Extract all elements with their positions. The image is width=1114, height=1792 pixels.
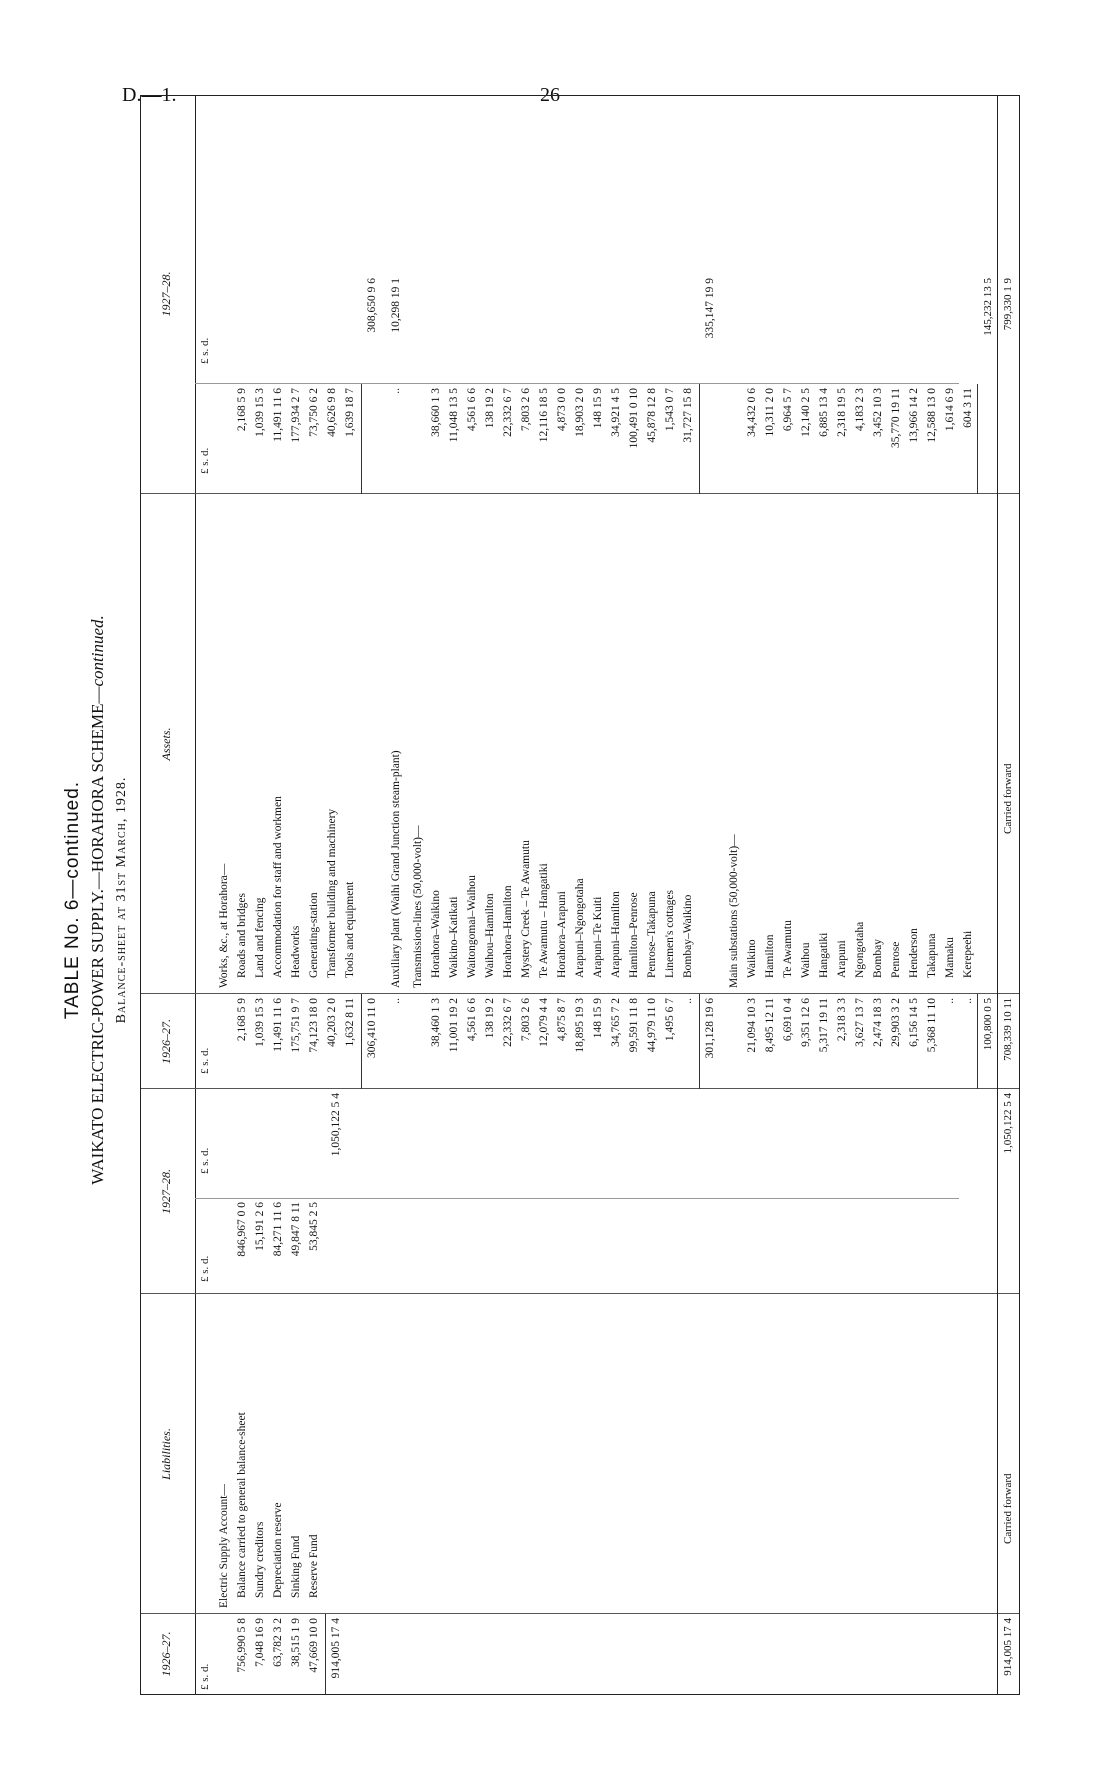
subtotal-rule [977, 994, 978, 1089]
asset-subtotal-row [979, 96, 997, 1694]
asset-prev: 2,318 3 3 [836, 998, 848, 1042]
asset-row [743, 96, 761, 1694]
asset-curr-detail: 45,878 12 8 [646, 388, 658, 443]
asset-curr-detail: 11,048 13 5 [448, 388, 460, 443]
asset-row [305, 96, 323, 1694]
substations-total-prev: 100,800 0 5 [982, 998, 994, 1051]
asset-label: Waihou–Hamilton [484, 893, 496, 978]
rotated-balance-sheet [50, 90, 1050, 1710]
col-header-asset-curr: 1927–28. [159, 271, 173, 317]
asset-prev: 11,491 11 6 [272, 998, 284, 1052]
table-number: TABLE No. 6—continued. [62, 780, 83, 1020]
asset-prev: 1,039 15 3 [254, 998, 266, 1047]
asset-row [553, 96, 571, 1694]
asset-prev: 2,168 5 9 [236, 998, 248, 1042]
asset-prev: 3,627 13 7 [854, 998, 866, 1047]
asset-prev: .. [944, 998, 956, 1004]
asset-prev: 38,460 1 3 [430, 998, 442, 1047]
asset-row [445, 96, 463, 1694]
asset-curr-detail: 1,543 0 7 [664, 388, 676, 432]
asset-row [625, 96, 643, 1694]
asset-curr-detail: 177,934 2 7 [290, 388, 302, 443]
asset-curr-detail: 18,903 2 0 [574, 388, 586, 437]
asset-row [589, 96, 607, 1694]
scheme-title [88, 90, 108, 1710]
asset-curr-detail: 7,803 2 6 [520, 388, 532, 432]
asset-prev: 6,691 0 4 [782, 998, 794, 1042]
asset-curr-detail: 6,964 5 7 [782, 388, 794, 432]
asset-row [643, 96, 661, 1694]
asset-curr-detail: 35,770 19 11 [890, 388, 902, 448]
header-row [141, 96, 196, 1694]
asset-curr-detail: 1,039 15 3 [254, 388, 266, 437]
asset-curr-detail: 12,116 18 5 [538, 388, 550, 443]
asset-curr-detail: 22,332 6 7 [502, 388, 514, 437]
asset-label: Hamilton–Penrose [628, 892, 640, 978]
asset-prev: .. [962, 998, 974, 1004]
asset-label: Arapuni [836, 940, 848, 978]
asset-row [941, 96, 959, 1694]
asset-group-row [215, 96, 233, 1694]
asset-curr-detail: 4,561 6 6 [466, 388, 478, 432]
asset-prev: 99,591 11 8 [628, 998, 640, 1053]
asset-curr-detail: 3,452 10 3 [872, 388, 884, 437]
asset-prev: 29,903 3 2 [890, 998, 902, 1047]
liab-prev: 47,669 10 0 [308, 1618, 320, 1673]
asset-row [517, 96, 535, 1694]
asset-row [233, 96, 251, 1694]
asset-prev: 18,895 19 3 [574, 998, 586, 1053]
asset-row [779, 96, 797, 1694]
carried-forward-rule [997, 96, 998, 1694]
asset-curr-detail: 4,873 0 0 [556, 388, 568, 432]
asset-curr-detail: 12,140 2 5 [800, 388, 812, 437]
asset-label: Te Awamutu [782, 920, 794, 978]
asset-prev: 11,001 19 2 [448, 998, 460, 1053]
asset-prev: 22,332 6 7 [502, 998, 514, 1047]
asset-row [323, 96, 341, 1694]
asset-label: Arapuni–Ngongotaha [574, 878, 586, 978]
asset-label: Arapuni–Hamilton [610, 891, 622, 978]
asset-label: Penrose [890, 941, 902, 978]
col-header-liab-prev: 1926–27. [159, 1631, 173, 1677]
asset-curr-detail: 34,921 4 5 [610, 388, 622, 437]
liab-prev: 38,515 1 9 [290, 1618, 302, 1667]
asset-prev: 148 15 9 [592, 998, 604, 1039]
asset-carried-curr: 799,330 1 9 [1002, 278, 1014, 331]
asset-label: Waikino–Katikati [448, 896, 460, 978]
asset-label: Horahora–Hamilton [502, 885, 514, 978]
liab-curr: 49,847 8 11 [290, 1202, 302, 1257]
liab-label: Depreciation reserve [272, 1502, 284, 1598]
balance-sheet-subtitle: Balance-sheet at 31st March, 1928. [114, 776, 129, 1024]
asset-label: Mystery Creek – Te Awamutu [520, 840, 532, 978]
asset-prev: 7,803 2 6 [520, 998, 532, 1042]
asset-prev: 5,368 11 10 [926, 998, 938, 1053]
liab-curr: 846,967 0 0 [236, 1202, 248, 1257]
liab-subtotal-curr: 1,050,122 5 4 [330, 1093, 342, 1157]
liab-carried-curr: 1,050,122 5 4 [1002, 1093, 1014, 1154]
substations-total-curr: 145,232 13 5 [982, 278, 994, 336]
asset-group-label: Main substations (50,000-volt)— [728, 834, 740, 988]
transmission-total-curr: 335,147 19 9 [704, 278, 716, 339]
liab-label: Balance carried to general balance-sheet [236, 1412, 248, 1598]
asset-label: Tools and equipment [344, 881, 356, 978]
asset-curr-detail: 100,491 0 10 [628, 388, 640, 449]
asset-row [797, 96, 815, 1694]
unit-header: £ s. d. [199, 447, 211, 474]
asset-row [959, 96, 977, 1694]
asset-carried-label: Carried forward [1002, 763, 1014, 834]
transmission-total-prev: 301,128 19 6 [704, 998, 716, 1059]
asset-label: Transformer building and machinery [326, 808, 338, 978]
asset-label: Land and fencing [254, 897, 266, 978]
asset-prev: 6,156 14 5 [908, 998, 920, 1047]
subtotal-rule [699, 384, 700, 494]
liab-curr: 84,271 11 6 [272, 1202, 284, 1257]
liab-curr: 53,845 2 5 [308, 1202, 320, 1251]
asset-prev: 74,123 18 0 [308, 998, 320, 1053]
subtotal-rule [699, 994, 700, 1089]
asset-group-row [725, 96, 743, 1694]
asset-row [269, 96, 287, 1694]
asset-label: Takapuna [926, 933, 938, 978]
asset-label: Mamaku [944, 937, 956, 978]
asset-prev: 5,317 19 11 [818, 998, 830, 1053]
asset-row [887, 96, 905, 1694]
asset-label: Bombay [872, 939, 884, 978]
liab-prev: 7,048 16 9 [254, 1618, 266, 1667]
asset-group-label: Transmission-lines (50,000-volt)— [412, 825, 424, 988]
asset-row [571, 96, 589, 1694]
unit-header: £ s. d. [199, 1047, 211, 1074]
asset-group-label: Works, &c., at Horahora— [218, 863, 230, 988]
asset-label: Kerepeehi [962, 930, 974, 978]
asset-row [761, 96, 779, 1694]
unit-header: £ s. d. [199, 1663, 211, 1690]
asset-curr-detail: 2,168 5 9 [236, 388, 248, 432]
asset-row [851, 96, 869, 1694]
balance-sheet-table [140, 95, 1020, 1695]
liab-label: Reserve Fund [308, 1534, 320, 1598]
asset-label: Horahora–Arapuni [556, 891, 568, 978]
col-header-assets: Assets. [159, 727, 173, 761]
asset-prev: 4,875 8 7 [556, 998, 568, 1042]
asset-label: Headworks [290, 925, 302, 978]
asset-prev: 12,079 4 4 [538, 998, 550, 1047]
asset-curr-detail: 138 19 2 [484, 388, 496, 429]
asset-prev: 175,751 9 7 [290, 998, 302, 1053]
asset-prev: 1,632 8 11 [344, 998, 356, 1047]
liab-curr: 15,191 2 6 [254, 1202, 266, 1251]
asset-prev: 1,495 6 7 [664, 998, 676, 1042]
asset-curr-detail: 1,639 18 7 [344, 388, 356, 437]
auxiliary-prev: .. [390, 998, 402, 1004]
asset-label: Linemen's cottages [664, 890, 676, 978]
asset-row [481, 96, 499, 1694]
works-total-prev: 306,410 11 0 [366, 998, 378, 1058]
works-total-curr: 308,650 9 6 [366, 278, 378, 333]
asset-curr-detail: 13,966 14 2 [908, 388, 920, 443]
asset-label: Henderson [908, 928, 920, 978]
scheme-title-continued: continued. [88, 615, 107, 687]
asset-row [499, 96, 517, 1694]
asset-row [661, 96, 679, 1694]
asset-label: Roads and bridges [236, 893, 248, 978]
liab-label: Sinking Fund [290, 1535, 302, 1598]
asset-row [251, 96, 269, 1694]
asset-subtotal-row [701, 96, 719, 1694]
asset-row [535, 96, 553, 1694]
asset-subtotal-row [363, 96, 381, 1694]
asset-carried-prev: 708,339 10 11 [1002, 998, 1014, 1061]
asset-curr-detail: 10,311 2 0 [764, 388, 776, 437]
asset-curr-detail: 31,727 15 8 [682, 388, 694, 443]
subtotal-rule [977, 384, 978, 494]
asset-prev: 9,351 12 6 [800, 998, 812, 1047]
asset-curr-detail: 1,614 6 9 [944, 388, 956, 432]
asset-label: Generating-station [308, 892, 320, 978]
asset-curr-detail: 2,318 19 5 [836, 388, 848, 437]
asset-label: Penrose–Takapuna [646, 891, 658, 978]
unit-header: £ s. d. [199, 1147, 211, 1174]
col-header-liabilities: Liabilities. [159, 1428, 173, 1480]
auxiliary-curr: 10,298 19 1 [390, 278, 402, 333]
asset-row [341, 96, 359, 1694]
asset-row [869, 96, 887, 1694]
liab-subtotal-prev: 914,005 17 4 [330, 1618, 342, 1679]
asset-label: Te Awamutu – Hangatiki [538, 863, 550, 978]
asset-label: Hangatiki [818, 932, 830, 978]
asset-prev: 21,094 10 3 [746, 998, 758, 1053]
asset-row [815, 96, 833, 1694]
page-section-code: D.—1. [122, 84, 177, 106]
asset-row [905, 96, 923, 1694]
asset-label: Horahora–Waikino [430, 890, 442, 978]
asset-prev: 4,561 6 6 [466, 998, 478, 1042]
asset-row [923, 96, 941, 1694]
auxiliary-label: Auxiliary plant (Waihi Grand Junction steam-plant) [390, 750, 402, 988]
asset-label: Waikino [746, 939, 758, 978]
asset-prev: 138 19 2 [484, 998, 496, 1039]
asset-row [833, 96, 851, 1694]
unit-header: £ s. d. [199, 1255, 211, 1282]
asset-label: Bombay–Waikino [682, 894, 694, 978]
asset-label: Waihou [800, 942, 812, 978]
carried-forward-row [999, 96, 1017, 1694]
asset-curr-detail: 6,885 13 4 [818, 388, 830, 437]
asset-label: Arapuni–Te Kuiti [592, 896, 604, 978]
col-header-liab-curr: 1927–28. [159, 1169, 173, 1214]
asset-row [287, 96, 305, 1694]
asset-row [427, 96, 445, 1694]
liab-label: Sundry creditors [254, 1521, 266, 1598]
auxiliary-curr-detail: .. [390, 388, 402, 394]
asset-group-row [409, 96, 427, 1694]
asset-prev: 34,765 7 2 [610, 998, 622, 1047]
asset-curr-detail: 73,750 6 2 [308, 388, 320, 437]
asset-row [463, 96, 481, 1694]
liab-carried-prev: 914,005 17 4 [1002, 1618, 1014, 1676]
subtotal-rule [361, 994, 362, 1089]
asset-prev: 44,979 11 0 [646, 998, 658, 1053]
asset-prev: 2,474 18 3 [872, 998, 884, 1047]
liab-carried-label: Carried forward [1002, 1473, 1014, 1544]
scheme-title-main: WAIKATO ELECTRIC-POWER SUPPLY.—HORAHORA SCHEME— [88, 686, 107, 1185]
asset-prev: .. [682, 998, 694, 1004]
asset-row [679, 96, 697, 1694]
asset-row [607, 96, 625, 1694]
asset-curr-detail: 11,491 11 6 [272, 388, 284, 442]
asset-label: Waitongomai–Waihou [466, 875, 478, 978]
asset-label: Hamilton [764, 934, 776, 978]
asset-row [387, 96, 405, 1694]
liab-prev: 756,990 5 8 [236, 1618, 248, 1673]
asset-curr-detail: 34,432 0 6 [746, 388, 758, 437]
liab-group-label: Electric Supply Account— [218, 1484, 230, 1608]
page-number: 26 [540, 84, 560, 106]
subtotal-rule [361, 384, 362, 494]
liab-prev: 63,782 3 2 [272, 1618, 284, 1667]
asset-curr-detail: 148 15 9 [592, 388, 604, 429]
asset-curr-detail: 40,626 9 8 [326, 388, 338, 437]
asset-prev: 40,203 2 0 [326, 998, 338, 1047]
asset-curr-detail: 604 3 11 [962, 388, 974, 428]
col-header-asset-prev: 1926–27. [159, 1019, 173, 1064]
asset-label: Ngongotaha [854, 921, 866, 978]
asset-curr-detail: 12,588 13 0 [926, 388, 938, 443]
unit-header: £ s. d. [199, 337, 211, 364]
asset-curr-detail: 4,183 2 3 [854, 388, 866, 432]
asset-label: Accommodation for staff and workmen [272, 796, 284, 978]
asset-curr-detail: 38,660 1 3 [430, 388, 442, 437]
asset-prev: 8,495 12 11 [764, 998, 776, 1053]
